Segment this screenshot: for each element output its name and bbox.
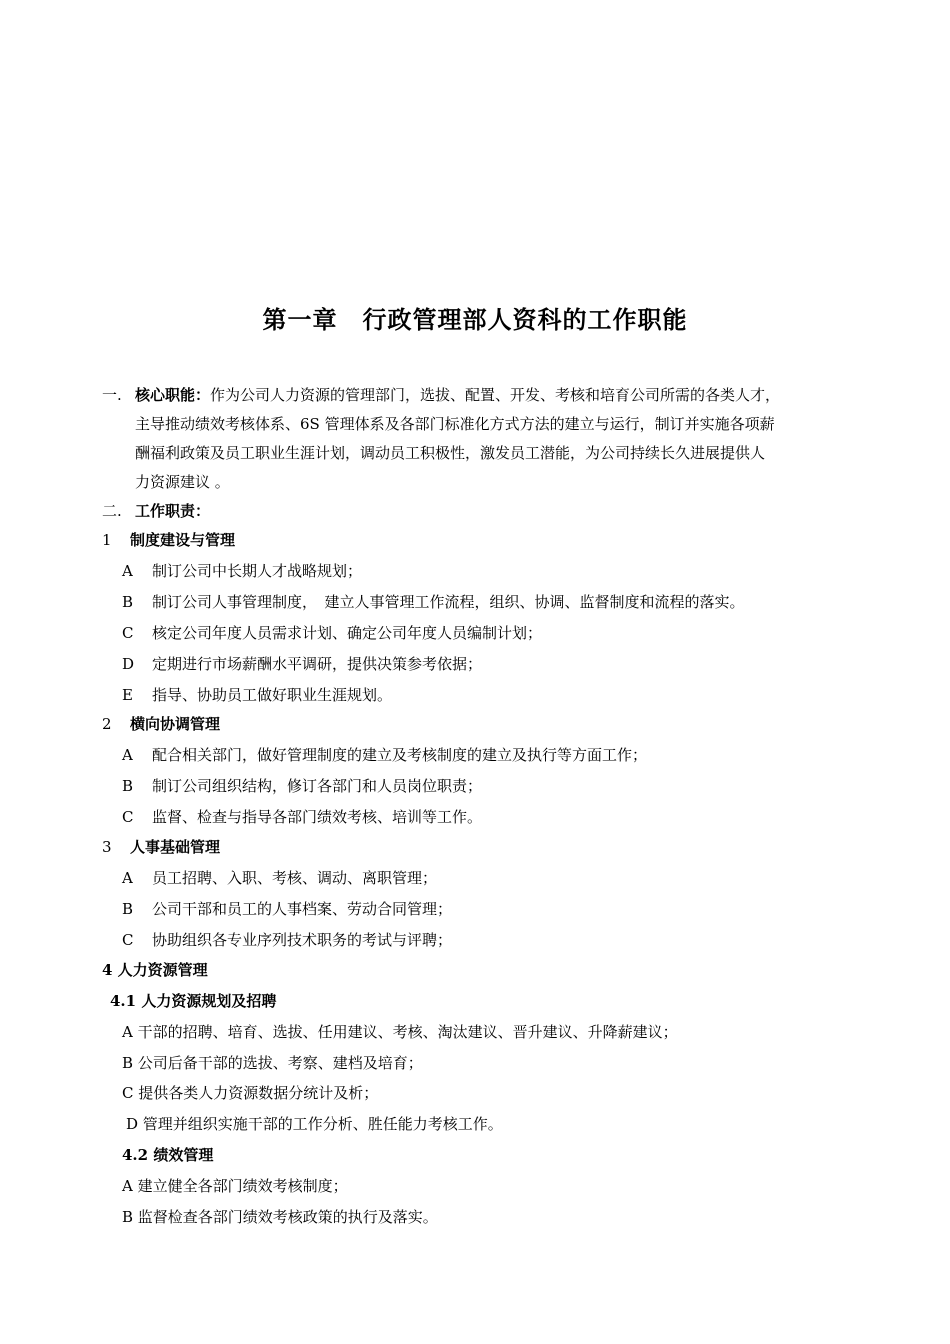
section-4-2-heading: 4.2 绩效管理 (122, 1146, 214, 1164)
section-1-item-a-text: 制订公司中长期人才战略规划； (152, 562, 363, 580)
chapter-title: 第一章 行政管理部人资科的工作职能 (262, 306, 688, 334)
core-label: 核心职能： (135, 386, 211, 404)
core-text-line1: 作为公司人力资源的管理部门，选拔、配置、开发、考核和培育公司所需的各类人才， (210, 386, 781, 404)
section-3-item-c-text: 协助组织各专业序列技术职务的考试与评聘； (152, 931, 453, 949)
section-1-item-d-letter: D (122, 655, 135, 673)
core-paragraph-line1 (135, 385, 780, 405)
section-4-1-item-b: B 公司后备干部的选拔、考察、建档及培育； (122, 1054, 423, 1072)
section-2-number: 2 (102, 715, 112, 733)
section-2-item-b-text: 制订公司组织结构，修订各部门和人员岗位职责； (152, 777, 483, 795)
section-4-1-heading: 4.1 人力资源规划及招聘 (110, 992, 277, 1010)
core-text-line2: 主导推动绩效考核体系、6S 管理体系及各部门标准化方式方法的建立与运行，制订并实施各项薪 (135, 415, 775, 433)
section-4-2-item-b: B 监督检查各部门绩效考核政策的执行及落实。 (122, 1208, 438, 1226)
section-3-number: 3 (102, 838, 112, 856)
section-2-item-c-text: 监督、检查与指导各部门绩效考核、培训等工作。 (152, 808, 483, 826)
section-1-item-b-text: 制订公司人事管理制度， 建立人事管理工作流程，组织、协调、监督制度和流程的落实。 (152, 593, 745, 611)
section-3-item-b-letter: B (122, 900, 134, 918)
section-1-item-c-letter: C (122, 624, 134, 642)
section-4-1-item-a: A 干部的招聘、培育、选拔、任用建议、考核、淘汰建议、晋升建议、升降薪建议； (122, 1023, 678, 1041)
section-1-item-e-text: 指导、协助员工做好职业生涯规划。 (152, 686, 393, 704)
section-3-item-a-text: 员工招聘、入职、考核、调动、离职管理； (152, 869, 438, 887)
section-4-2-item-a: A 建立健全各部门绩效考核制度； (122, 1177, 348, 1195)
section-4-heading: 4 人力资源管理 (102, 961, 208, 979)
section-2-item-b-letter: B (122, 777, 134, 795)
section-3-item-c-letter: C (122, 931, 134, 949)
duties-number: 二. (102, 502, 122, 520)
core-text-line3: 酬福利政策及员工职业生涯计划，调动员工积极性，激发员工潜能，为公司持续长久进展提供人 (135, 444, 766, 462)
section-1-item-e-letter: E (122, 686, 133, 704)
section-2-item-a-text: 配合相关部门，做好管理制度的建立及考核制度的建立及执行等方面工作； (152, 746, 648, 764)
core-text-line4: 力资源建议 。 (135, 473, 230, 491)
section-3-item-a-letter: A (122, 869, 133, 887)
section-1-number: 1 (102, 531, 112, 549)
section-1-item-c-text: 核定公司年度人员需求计划、确定公司年度人员编制计划； (152, 624, 543, 642)
section-1-item-a-letter: A (122, 562, 133, 580)
section-2-item-c-letter: C (122, 808, 134, 826)
section-4-1-item-d: D 管理并组织实施干部的工作分析、胜任能力考核工作。 (126, 1115, 503, 1133)
section-2-item-a-letter: A (122, 746, 133, 764)
core-number: 一. (102, 386, 122, 404)
section-1-heading: 制度建设与管理 (130, 531, 236, 549)
section-1-item-b-letter: B (122, 593, 134, 611)
section-3-item-b-text: 公司干部和员工的人事档案、劳动合同管理； (152, 900, 453, 918)
section-4-1-item-c: C 提供各类人力资源数据分统计及析； (122, 1084, 379, 1102)
section-3-heading: 人事基础管理 (130, 838, 221, 856)
section-1-item-d-text: 定期进行市场薪酬水平调研，提供决策参考依据； (152, 655, 483, 673)
duties-label: 工作职责： (135, 502, 211, 520)
section-2-heading: 横向协调管理 (130, 715, 221, 733)
